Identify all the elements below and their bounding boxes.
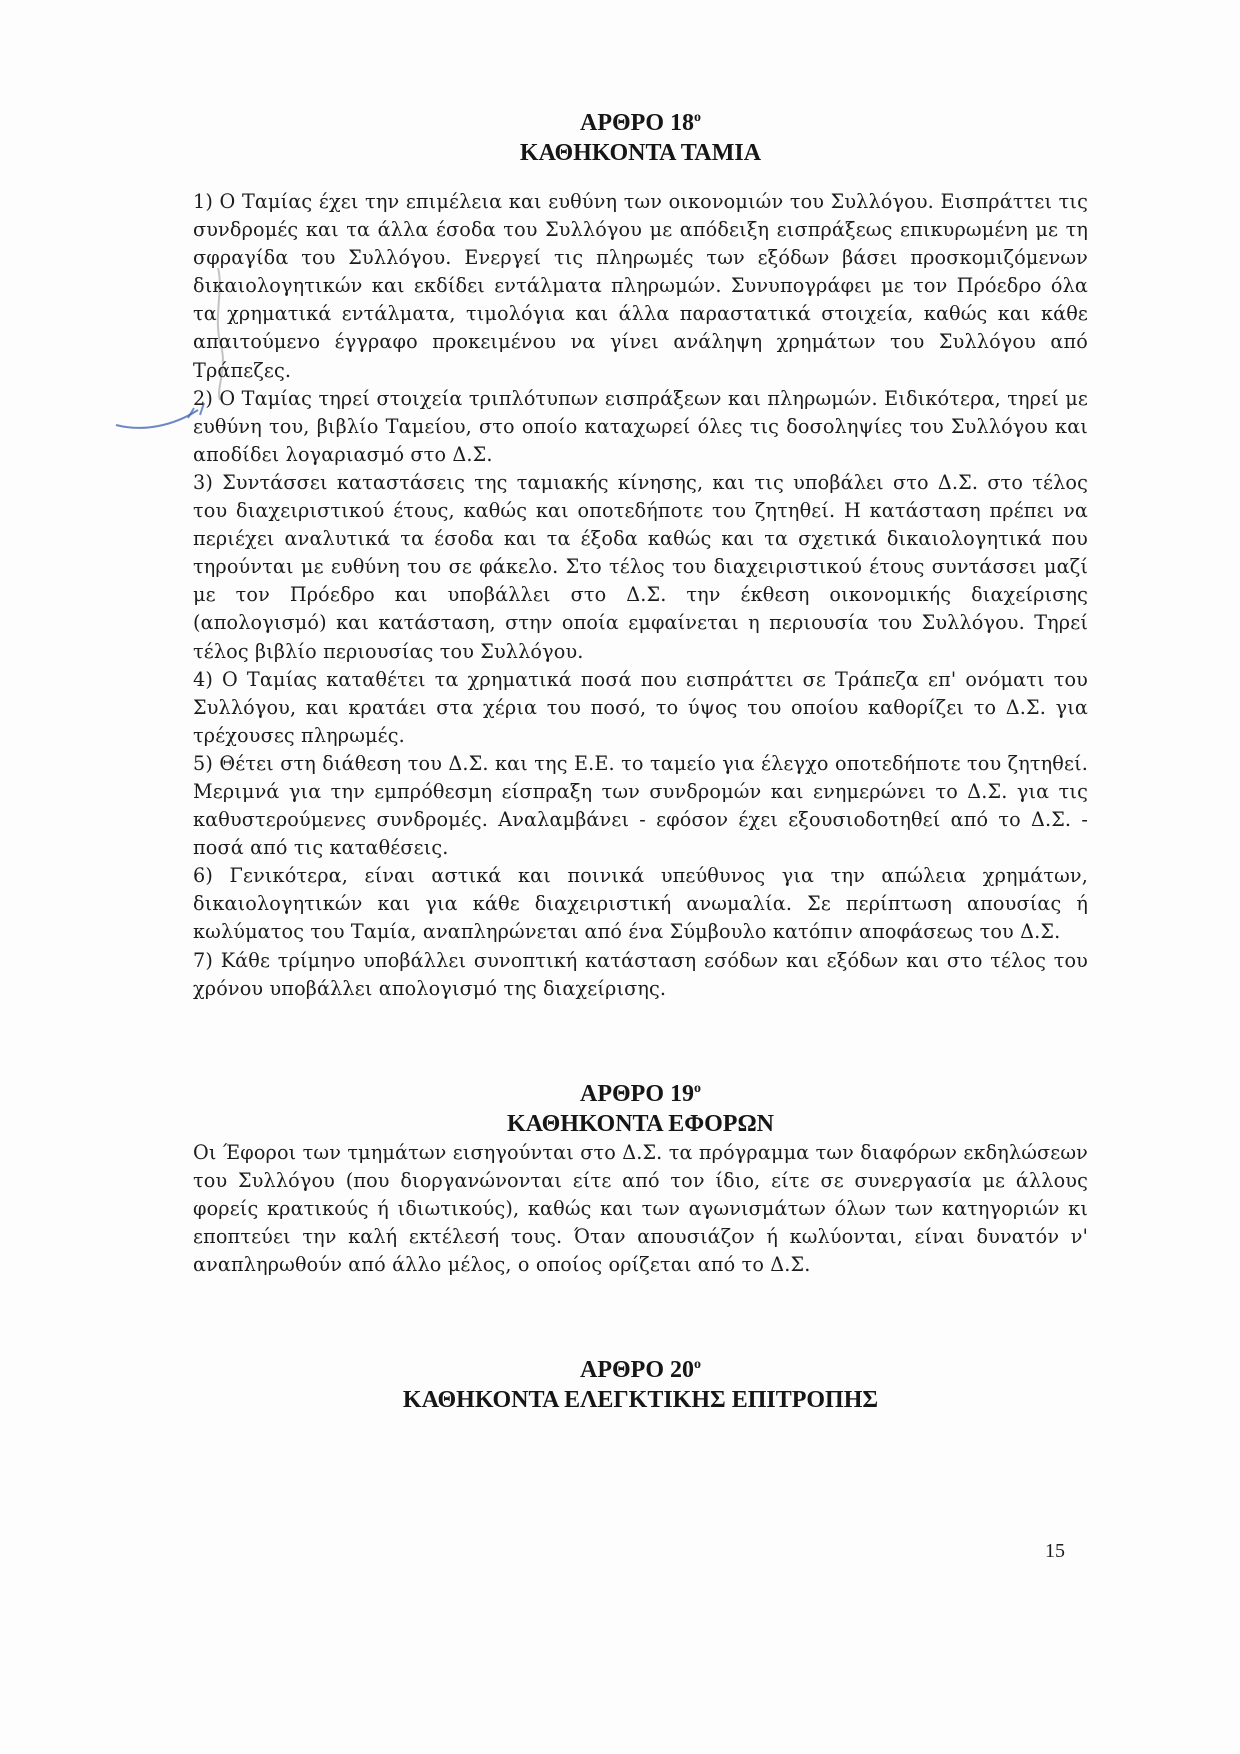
article-subtitle: ΚΑΘΗΚΟΝΤΑ ΤΑΜΙΑ [519, 140, 762, 166]
paragraph: 4) Ο Ταμίας καταθέτει τα χρηματικά ποσά που εισπράττει σε Τράπεζα επ' ονόματι του Συλλόγου, και κρατάει στα χέρια του ποσό, το ύψος του οποίου καθορίζει το Δ.Σ. για τρέχουσες πληρωμές. [193, 667, 1088, 747]
article-subtitle: ΚΑΘΗΚΟΝΤΑ ΕΦΟΡΩΝ [506, 1110, 775, 1137]
paragraph: 6) Γενικότερα, είναι αστικά και ποινικά υπεύθυνος για την απώλεια χρημάτων, δικαιολογητικών και για κάθε διαχειριστική ανωμαλία. Σε περίπτωση απουσίας ή κωλύματος του Ταμία, αναπληρώνεται από ένα Σύμβουλο κατόπιν αποφάσεως του Δ.Σ. [193, 864, 1088, 944]
paragraph: Οι Έφοροι των τμημάτων εισηγούνται στο Δ.Σ. τα πρόγραμμα των διαφόρων εκδηλώσεων του Συλλόγου (που διοργανώνονται είτε από τον ίδιο, είτε σε συνεργασία με άλλους φορείς κρατικούς ή ιδιωτικούς), καθώς και των αγωνισμάτων όλων των κατηγοριών κι εποπτεύει την καλή εκτέλεσή τους. Όταν απουσιάζον ή κωλύονται, είναι δυνατόν ν' αναπληρωθούν από άλλο μέλος, ο οποίος ορίζεται από το Δ.Σ. [193, 1140, 1088, 1277]
article-title: ΑΡΘΡΟ $20^o$ [580, 1357, 701, 1384]
article-19 [193, 1079, 1088, 1279]
document-body [193, 108, 1088, 1415]
page-number: 15 [1045, 1540, 1065, 1562]
article-title: ΑΡΘΡΟ $19^o$ [580, 1080, 701, 1107]
paragraph: 3) Συντάσσει καταστάσεις της ταμιακής κίνησης, και τις υποβάλει στο Δ.Σ. στο τέλος του διαχειριστικού έτους, καθώς και οποτεδήποτε του ζητηθεί. Η κατάσταση πρέπει να περιέχει αναλυτικά τα έσοδα και τα έξοδα καθώς και τα σχετικά δικαιολογητικά που τηρούνται με ευθύνη του σε φάκελο. Στο τέλος του διαχειριστικού έτους συντάσσει μαζί με τον Πρόεδρο και υποβάλλει στο Δ.Σ. την έκθεση οικονομικής διαχείρισης (απολογισμό) και κατάσταση, στην οποία εμφαίνεται η περιουσία του Συλλόγου. Τηρεί τέλος βιβλίο περιουσίας του Συλλόγου. [193, 470, 1088, 663]
article-20 [193, 1355, 1088, 1415]
paragraph: 7) Κάθε τρίμηνο υποβάλλει συνοπτική κατάσταση εσόδων και εξόδων και στο τέλος του χρόνου υποβάλλει απολογισμό της διαχείρισης. [193, 948, 1088, 1000]
article-title: ΑΡΘΡΟ $18^o$ [580, 110, 701, 136]
article-18 [193, 108, 1088, 1003]
article-subtitle: ΚΑΘΗΚΟΝΤΑ ΕΛΕΓΚΤΙΚΗΣ ΕΠΙΤΡΟΠΗΣ [402, 1387, 879, 1414]
paragraph: 2) Ο Ταμίας τηρεί στοιχεία τριπλότυπων εισπράξεων και πληρωμών. Ειδικότερα, τηρεί με ευθύνη του, βιβλίο Ταμείου, στο οποίο καταχωρεί όλες τις δοσοληψίες του Συλλόγου και αποδίδει λογαριασμό στο Δ.Σ. [193, 386, 1088, 466]
paragraph: 1) Ο Ταμίας έχει την επιμέλεια και ευθύνη των οικονομιών του Συλλόγου. Εισπράττει τις συνδρομές και τα άλλα έσοδα του Συλλόγου με απόδειξη εισπράξεως επικυρωμένη με τη σφραγίδα του Συλλόγου. Ενεργεί τις πληρωμές των εξόδων βάσει προσκομιζόμενων δικαιολογητικών και εκδίδει εντάλματα πληρωμών. Συνυπογράφει με τον Πρόεδρο όλα τα χρηματικά εντάλματα, τιμολόγια και άλλα παραστατικά στοιχεία, καθώς και κάθε απαιτούμενο έγγραφο προκειμένου να γίνει ανάληψη χρημάτων του Συλλόγου από Τράπεζες. [193, 190, 1088, 382]
paragraph: 5) Θέτει στη διάθεση του Δ.Σ. και της Ε.Ε. το ταμείο για έλεγχο οποτεδήποτε του ζητηθεί. Μεριμνά για την εμπρόθεσμη είσπραξη των συνδρομών και ενημερώνει το Δ.Σ. για τις καθυστερούμενες συνδρομές. Αναλαμβάνει - εφόσον έχει εξουσιοδοτηθεί από το Δ.Σ. - ποσά από τις καταθέσεις. [193, 751, 1088, 860]
